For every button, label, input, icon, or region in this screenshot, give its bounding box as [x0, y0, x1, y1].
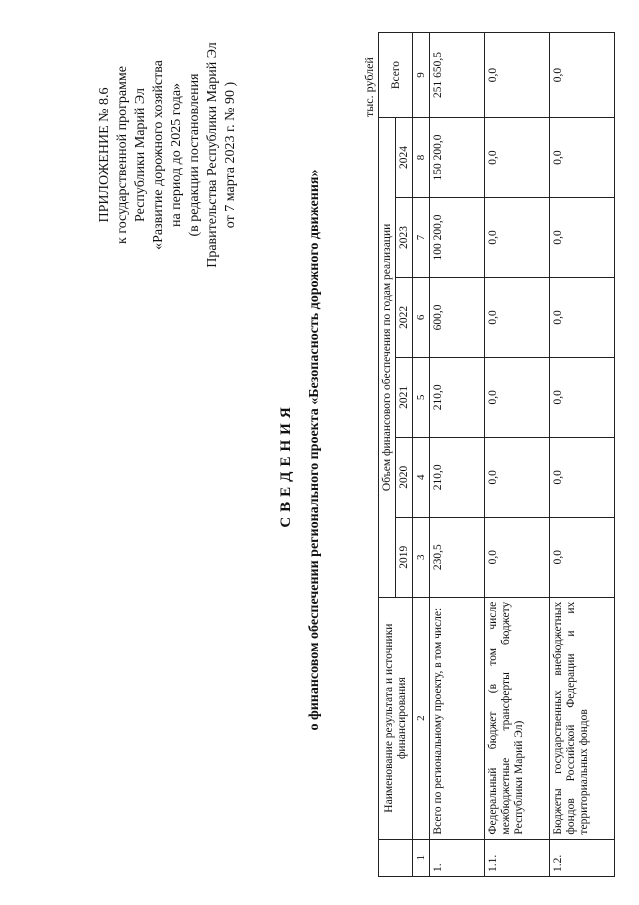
row-value: 150 200,0: [430, 118, 485, 198]
index-cell: 4: [413, 437, 430, 517]
table-row: [485, 33, 550, 877]
index-cell: 2: [413, 597, 430, 839]
index-cell: 8: [413, 118, 430, 198]
row-value: 0,0: [550, 118, 615, 198]
document-subtitle: о финансовом обеспечении регионального проекта «Безопасность дорожного движения»: [307, 169, 322, 731]
row-value: 0,0: [550, 277, 615, 357]
index-cell: 9: [413, 33, 430, 118]
year-cell: 2019: [396, 517, 413, 597]
index-cell: 5: [413, 357, 430, 437]
index-cell: 3: [413, 517, 430, 597]
header-name-cell: Наименование результата и источники финансирования: [379, 597, 413, 839]
row-value: 600,0: [430, 277, 485, 357]
row-total: 251 650,5: [430, 33, 485, 118]
year-cell: 2020: [396, 437, 413, 517]
appendix-line: на период до 2025 года»: [169, 82, 184, 228]
row-name: Федеральный бюджет (в том числе межбюджетные трансферты бюджету Республики Марий Эл): [485, 597, 550, 839]
column-index-row: [413, 33, 430, 877]
appendix-line: ПРИЛОЖЕНИЕ № 8.6: [97, 87, 112, 223]
financing-table: [378, 32, 615, 877]
row-value: 0,0: [485, 118, 550, 198]
header-row: [379, 33, 396, 877]
appendix-line: к государственной программе: [115, 66, 130, 244]
index-cell: 7: [413, 198, 430, 278]
appendix-line: (в редакции постановления: [187, 73, 202, 237]
row-number: 1.: [430, 839, 485, 876]
year-cell: 2021: [396, 357, 413, 437]
row-value: 0,0: [485, 357, 550, 437]
row-name: Бюджеты государственных внебюджетных фондов Российской Федерации и их территориальных фондов: [550, 597, 615, 839]
header-num-cell: [379, 839, 413, 876]
row-value: 0,0: [550, 517, 615, 597]
appendix-line: от 7 марта 2023 г. № 90 ): [223, 81, 238, 229]
year-cell: 2024: [396, 118, 413, 198]
row-number: 1.1.: [485, 839, 550, 876]
appendix-line: Правительства Республики Марий Эл: [205, 42, 220, 268]
row-name: Всего по региональному проекту, в том числе:: [430, 597, 485, 839]
document-title: СВЕДЕНИЯ: [278, 402, 294, 528]
table-row: [550, 33, 615, 877]
unit-label: тыс. рублей: [362, 57, 376, 117]
row-value: 0,0: [485, 277, 550, 357]
year-cell: 2023: [396, 198, 413, 278]
row-value: 0,0: [485, 437, 550, 517]
row-value: 0,0: [550, 198, 615, 278]
row-value: 0,0: [550, 437, 615, 517]
appendix-block: [96, 25, 240, 285]
row-value: 210,0: [430, 357, 485, 437]
index-cell: 6: [413, 277, 430, 357]
row-total: 0,0: [550, 33, 615, 118]
appendix-line: «Развитие дорожного хозяйства: [151, 60, 166, 250]
row-value: 0,0: [550, 357, 615, 437]
row-value: 210,0: [430, 437, 485, 517]
year-cell: 2022: [396, 277, 413, 357]
row-value: 100 200,0: [430, 198, 485, 278]
header-total-cell: Всего: [379, 33, 413, 118]
row-value: 230,5: [430, 517, 485, 597]
row-total: 0,0: [485, 33, 550, 118]
table-row: [430, 33, 485, 877]
row-number: 1.2.: [550, 839, 615, 876]
row-value: 0,0: [485, 517, 550, 597]
header-group-cell: Объем финансового обеспечения по годам реализации: [379, 118, 396, 598]
row-value: 0,0: [485, 198, 550, 278]
appendix-line: Республики Марий Эл: [133, 88, 148, 222]
index-cell: 1: [413, 839, 430, 876]
